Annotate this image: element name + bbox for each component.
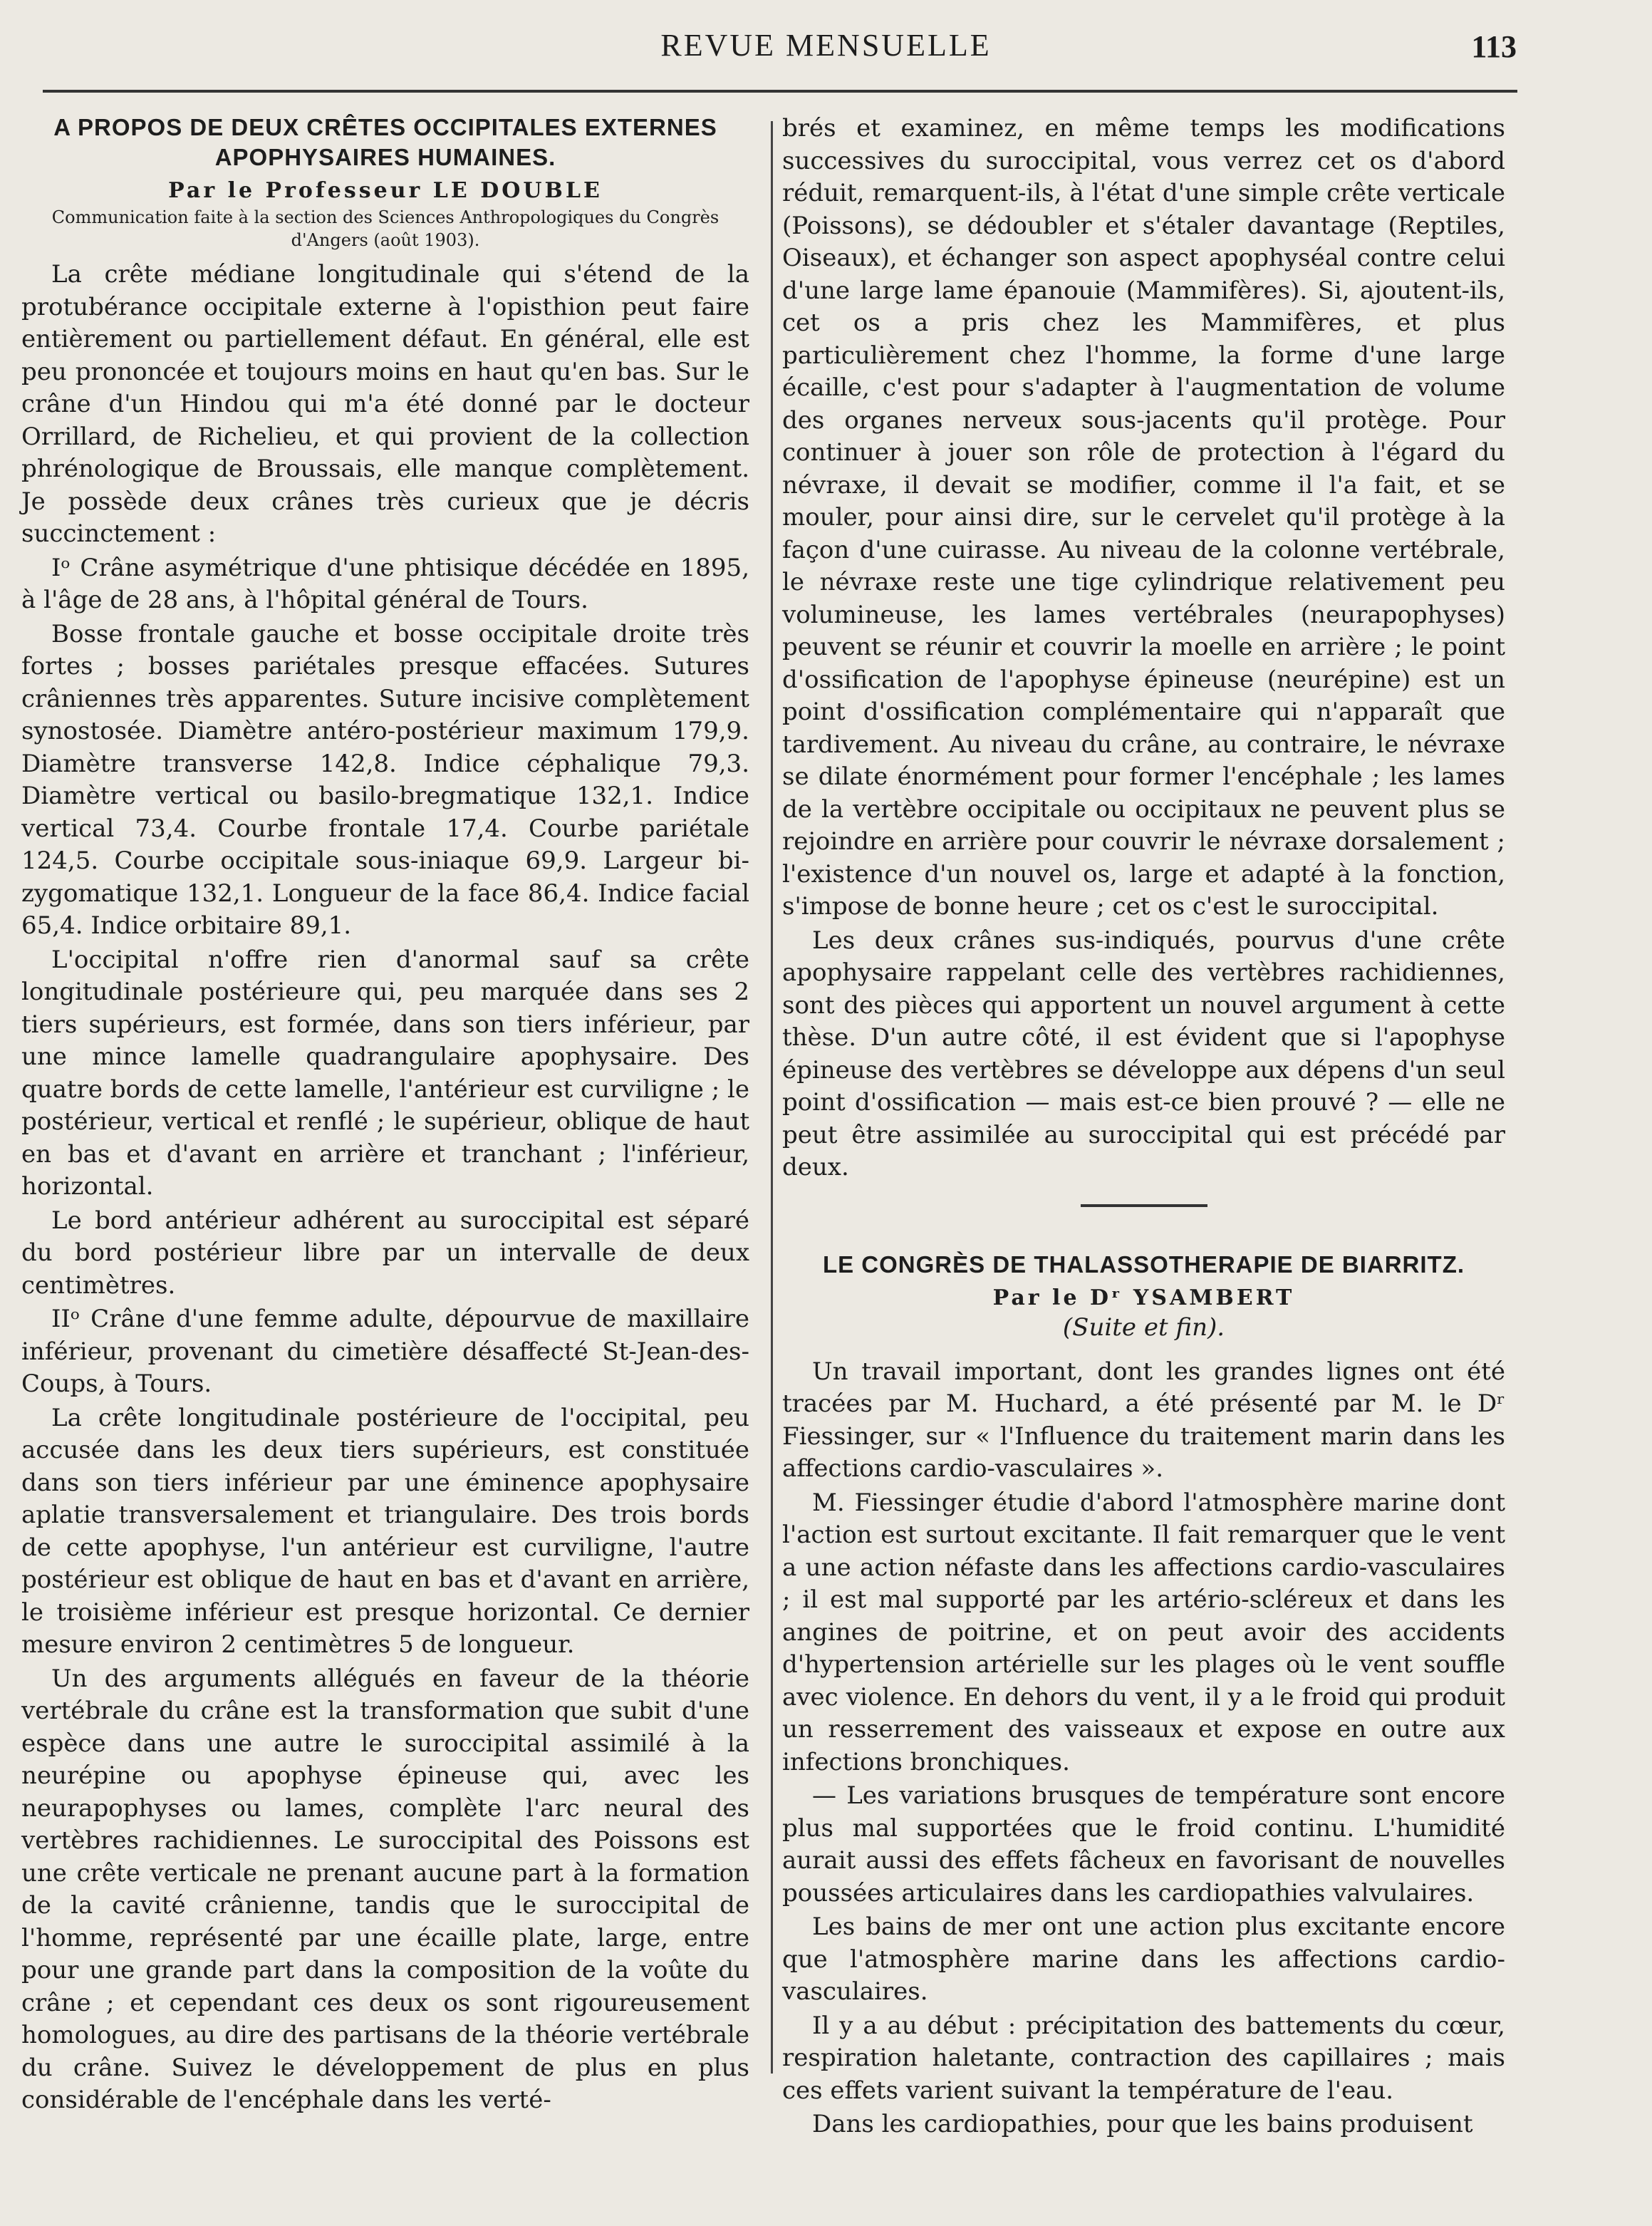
paragraph: brés et examinez, en même temps les modifications successives du suroccipital, vous verrez cet os d'abord réduit, remarquent-ils, à l'état d'une simple crête verticale (Poissons), se dédoubler et s'étaler davantage (Reptiles, Oiseaux), et échanger son aspect apophyséal contre celui d'une large lame épanouie (Mammifères). Si, ajoutent-ils, cet os a pris chez les Mammifères, et plus particulièrement chez l'homme, la forme d'une large écaille, c'est pour s'adapter à l'augmentation de volume des organes nerveux sous-jacents qu'il protège. Pour continuer à jouer son rôle de protection à l'égard du névraxe, il devait se modifier, comme il l'a fait, et se mouler, pour ainsi dire, sur le cervelet qu'il protège à la façon d'une cuirasse. Au niveau de la colonne vertébrale, le névraxe reste une tige cylindrique relativement peu volumineuse, les lames vertébrales (neurapophyses) peuvent se réunir et couvrir la moelle en arrière ; le point d'ossification de l'apophyse épineuse (neurépine) est un point d'ossification complémentaire qui n'apparaît que tardivement. Au niveau du crâne, au contraire, le névraxe se dilate énormément pour former l'encéphale ; les lames de la vertèbre occipitale ou occipitaux ne peuvent plus se rejoindre en arrière pour couvrir le névraxe dorsalement ; l'existence d'un nouvel os, large et adapté à la fonction, s'impose de bonne heure ; cet os c'est le suroccipital.: [782, 114, 1505, 921]
paragraph: Bosse frontale gauche et bosse occipitale droite très fortes ; bosses pariétales presque effacées. Sutures crâniennes très apparentes. Suture incisive complètement synostosée. Diamètre antéro-postérieur maximum 179,9. Diamètre transverse 142,8. Indice céphalique 79,3. Diamètre vertical ou basilo-bregmatique 132,1. Indice vertical 73,4. Courbe frontale 17,4. Courbe pariétale 124,5. Courbe occipitale sous-iniaque 69,9. Largeur bi-zygomatique 132,1. Longueur de la face 86,4. Indice facial 65,4. Indice orbitaire 89,1.: [21, 619, 749, 940]
paragraph: M. Fiessinger étudie d'abord l'atmosphère marine dont l'action est surtout excitante. Il fait remarquer que le vent a une action néfaste dans les affections cardio-vasculaires ; il est mal supporté par les artério-scléreux et dans les angines de poitrine, et on peut avoir des accidents d'hypertension artérielle sur les plages où le vent souffle avec violence. En dehors du vent, il y a le froid qui produit un resserrement des vaisseaux et expose en outre aux infections bronchiques.: [782, 1488, 1505, 1776]
paragraph: Iᵒ Crâne asymétrique d'une phtisique décédée en 1895, à l'âge de 28 ans, à l'hôpital général de Tours.: [21, 553, 749, 614]
left-column: [21, 113, 749, 2118]
paragraph: — Les variations brusques de température sont encore plus mal supportées que le froid continu. L'humidité aurait aussi des effets fâcheux en favorisant de nouvelles poussées articulaires dans les cardiopathies valvulaires.: [782, 1781, 1505, 1907]
right-column: [782, 113, 1505, 2143]
page-number: 113: [1471, 29, 1517, 64]
article-byline: Par le Professeur LE DOUBLE: [168, 178, 603, 203]
paragraph: IIᵒ Crâne d'une femme adulte, dépourvue de maxillaire inférieur, provenant du cimetière désaffecté St-Jean-des-Coups, à Tours.: [21, 1305, 749, 1398]
paragraph: Dans les cardiopathies, pour que les bains produisent: [812, 2110, 1473, 2138]
paragraph: Un travail important, dont les grandes lignes ont été tracées par M. Huchard, a été présenté par M. le Dʳ Fiessinger, sur « l'Influence du traitement marin dans les affections cardio-vasculaires ».: [782, 1357, 1505, 1483]
article2-subtitle: (Suite et fin).: [1062, 1313, 1225, 1342]
article2-byline: Par le Dʳ YSAMBERT: [992, 1285, 1295, 1310]
paragraph: Le bord antérieur adhérent au suroccipital est séparé du bord postérieur libre par un intervalle de deux centimètres.: [21, 1206, 749, 1300]
section-separator: [1081, 1204, 1207, 1207]
paragraph: Un des arguments allégués en faveur de la théorie vertébrale du crâne est la transformation que subit d'une espèce dans une autre le suroccipital assimilé à la neurépine ou apophyse épineuse qui, avec les neurapophyses ou lames, complète l'arc neural des vertèbres rachidiennes. Le suroccipital des Poissons est une crête verticale ne prenant aucune part à la formation de la cavité crânienne, tandis que le suroccipital de l'homme, représenté par une écaille plate, large, entre pour une grande part dans la composition de la voûte du crâne ; et cependant ces deux os sont rigoureusement homologues, au dire des partisans de la théorie vertébrale du crâne. Suivez le développement de plus en plus considérable de l'encéphale dans les verté-: [21, 1664, 749, 2114]
paragraph: La crête médiane longitudinale qui s'étend de la protubérance occipitale externe à l'opisthion peut faire entièrement ou partiellement défaut. En général, elle est peu prononcée et toujours moins en haut qu'en bas. Sur le crâne d'un Hindou qui m'a été donné par le docteur Orrillard, de Richelieu, et qui provient de la collection phrénologique de Broussais, elle manque complètement. Je possède deux crânes très curieux que je décris succinctement :: [21, 260, 749, 548]
paragraph: L'occipital n'offre rien d'anormal sauf sa crête longitudinale postérieure qui, peu marquée dans ses 2 tiers supérieurs, est formée, dans son tiers inférieur, par une mince lamelle quadrangulaire apophysaire. Des quatre bords de cette lamelle, l'antérieur est curviligne ; le postérieur, vertical et renflé ; le supérieur, oblique de haut en bas et d'avant en arrière et tranchant ; l'inférieur, horizontal.: [21, 945, 749, 1201]
paragraph: Les deux crânes sus-indiqués, pourvus d'une crête apophysaire rappelant celle des vertèbres rachidiennes, sont des pièces qui apportent un nouvel argument à cette thèse. D'un autre côté, il est évident que si l'apophyse épineuse des vertèbres se développe aux dépens d'un seul point d'ossification — mais est-ce bien prouvé ? — elle ne peut être assimilée au suroccipital qui est précédé par deux.: [782, 926, 1505, 1181]
paragraph: Les bains de mer ont une action plus excitante encore que l'atmosphère marine dans les affections cardio-vasculaires.: [782, 1912, 1505, 2006]
paragraph: La crête longitudinale postérieure de l'occipital, peu accusée dans les deux tiers supérieurs, est constituée dans son tiers inférieur par une éminence apophysaire aplatie transversalement et triangulaire. Des trois bords de cette apophyse, l'un antérieur est curviligne, l'autre postérieur est oblique de haut en bas et d'avant en arrière, le troisième inférieur est presque horizontal. Ce dernier mesure environ 2 centimètres 5 de longueur.: [21, 1403, 749, 1659]
column-divider: [771, 121, 773, 2074]
article2-title: LE CONGRÈS DE THALASSOTHERAPIE DE BIARRITZ.: [822, 1251, 1465, 1278]
running-head: REVUE MENSUELLE: [660, 28, 992, 63]
article-note: Communication faite à la section des Sciences Anthropologiques du Congrès d'Angers (août 1903).: [51, 207, 719, 250]
article-title: A PROPOS DE DEUX CRÊTES OCCIPITALES EXTERNES APOPHYSAIRES HUMAINES.: [53, 114, 717, 170]
paragraph: Il y a au début : précipitation des battements du cœur, respiration haletante, contraction des capillaires ; mais ces effets varient suivant la température de l'eau.: [782, 2011, 1505, 2105]
header-rule: [43, 90, 1517, 93]
